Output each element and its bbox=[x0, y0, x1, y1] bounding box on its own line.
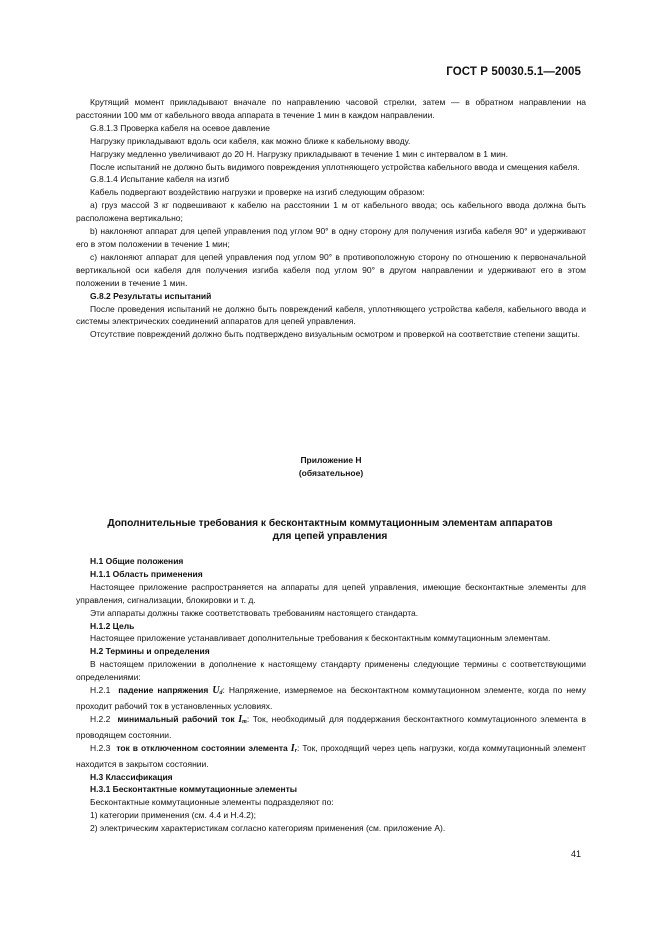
paragraph: Отсутствие повреждений должно быть подтверждено визуальным осмотром и проверкой на соответствие степени защиты. bbox=[90, 329, 580, 340]
appendix-title-line: для цепей управления bbox=[272, 531, 388, 542]
paragraph: Настоящее приложение распространяется на аппараты для цепей управления, имеющие бесконтактные элементы для управления, сигнализации, блокировки и т. д. bbox=[76, 581, 586, 605]
term-definition: : Ток, проходящий через цепь нагрузки, когда коммутационный элемент находится в закрытом состоянии. bbox=[76, 742, 586, 769]
paragraph: Эти аппараты должны также соответствовать требованиям настоящего стандарта. bbox=[90, 607, 419, 618]
term-number: Н.2.1 bbox=[90, 685, 111, 696]
section-g-text bbox=[76, 96, 586, 341]
term-definition: : Ток, необходимый для поддержания бесконтактного коммутационного элемента в проводящем состоянии. bbox=[76, 713, 586, 740]
term-name: падение напряжения bbox=[118, 685, 209, 696]
subsection-heading: Н.1.1 Область применения bbox=[90, 568, 203, 579]
term-symbol-subscript: m bbox=[242, 718, 247, 725]
paragraph: Бесконтактные коммутационные элементы подразделяют по: bbox=[90, 797, 334, 808]
page-number: 41 bbox=[570, 849, 581, 859]
list-item: 1) категории применения (см. 4.4 и Н.4.2); bbox=[90, 810, 257, 821]
definition bbox=[76, 742, 586, 771]
paragraph: Крутящий момент прикладывают вначале по направлению часовой стрелки, затем — в обратном направлении на расстоянии 100 мм от кабельного ввода аппарата в течение 1 мин в каждом направлении. bbox=[76, 97, 586, 120]
subsection-heading: G.8.1.4 Испытание кабеля на изгиб bbox=[90, 174, 230, 185]
paragraph: Настоящее приложение устанавливает дополнительные требования к бесконтактным коммутационным элементам. bbox=[90, 633, 551, 644]
paragraph: Нагрузку прикладывают вдоль оси кабеля, как можно ближе к кабельному вводу. bbox=[90, 135, 411, 146]
appendix-label: Приложение Н bbox=[300, 455, 362, 465]
paragraph: После проведения испытаний не должно быть повреждений кабеля, уплотняющего устройства кабеля, кабельного ввода и системы электрических соединений аппаратов для цепей управления. bbox=[76, 303, 586, 327]
appendix-title bbox=[60, 517, 600, 543]
subsection-heading: G.8.2 Результаты испытаний bbox=[90, 290, 212, 301]
term-number: Н.2.2 bbox=[90, 713, 111, 724]
section-heading: Н.1 Общие положения bbox=[90, 556, 184, 566]
list-item: b) наклоняют аппарат для цепей управления под углом 90° в одну сторону для получения изгиба кабеля 90° и удерживают его в этом положении в течение 1 мин; bbox=[76, 226, 586, 249]
appendix-title-line: Дополнительные требования к бесконтактным коммутационным элементам аппаратов bbox=[107, 518, 553, 529]
paragraph: Нагрузку медленно увеличивают до 20 Н. Нагрузку прикладывают в течение 1 мин с интервалом в 1 мин. bbox=[90, 148, 509, 159]
paragraph: После испытаний не должно быть видимого повреждения уплотняющего устройства кабельного ввода и смещения кабеля. bbox=[90, 161, 580, 172]
term-definition: : Напряжение, измеряемое на бесконтактном коммутационном элементе, когда по нему проходит рабочий ток в установленных условиях. bbox=[76, 685, 586, 711]
paragraph: Кабель подвергают воздействию нагрузки и проверке на изгиб следующим образом: bbox=[90, 187, 425, 198]
section-heading: Н.3 Классификация bbox=[90, 771, 173, 782]
appendix-status: (обязательное) bbox=[298, 467, 364, 478]
list-item: c) наклоняют аппарат для цепей управления под углом 90° в противоположную сторону по отношению к первоначальной вертикальной оси кабеля для получения изгиба кабеля под углом 90° в другом направлении и удерживают его в этом положении в течение 1 мин. bbox=[76, 251, 586, 288]
term-symbol: U bbox=[212, 685, 220, 697]
subsection-heading: Н.1.2 Цель bbox=[90, 620, 135, 631]
list-item: a) груз массой 3 кг подвешивают к кабелю на расстоянии 1 м от кабельного ввода; ось кабельного ввода должна быть расположена вертикально; bbox=[76, 200, 586, 224]
subsection-heading: G.8.1.3 Проверка кабеля на осевое давление bbox=[90, 122, 271, 133]
term-symbol-subscript: d bbox=[219, 690, 223, 697]
section-h-text bbox=[76, 555, 586, 835]
term-name: минимальный рабочий ток bbox=[117, 713, 235, 724]
term-number: Н.2.3 bbox=[90, 742, 111, 753]
term-symbol: I bbox=[238, 713, 243, 725]
term-symbol: I bbox=[290, 742, 295, 754]
list-item: 2) электрическим характеристикам согласно категориям применения (см. приложение А). bbox=[90, 823, 446, 834]
paragraph: В настоящем приложении в дополнение к настоящему стандарту применены следующие термины с соответствующими определениями: bbox=[76, 659, 586, 683]
definition bbox=[76, 713, 586, 742]
standard-header: ГОСТ Р 50030.5.1—2005 bbox=[446, 66, 581, 78]
section-heading: Н.2 Термины и определения bbox=[90, 646, 210, 657]
appendix-label-block bbox=[76, 454, 586, 480]
term-symbol-subscript: r bbox=[294, 747, 298, 754]
term-name: ток в отключенном состоянии элемента bbox=[116, 742, 288, 753]
definition bbox=[76, 684, 586, 713]
subsection-heading: Н.3.1 Бесконтактные коммутационные элементы bbox=[90, 784, 298, 795]
